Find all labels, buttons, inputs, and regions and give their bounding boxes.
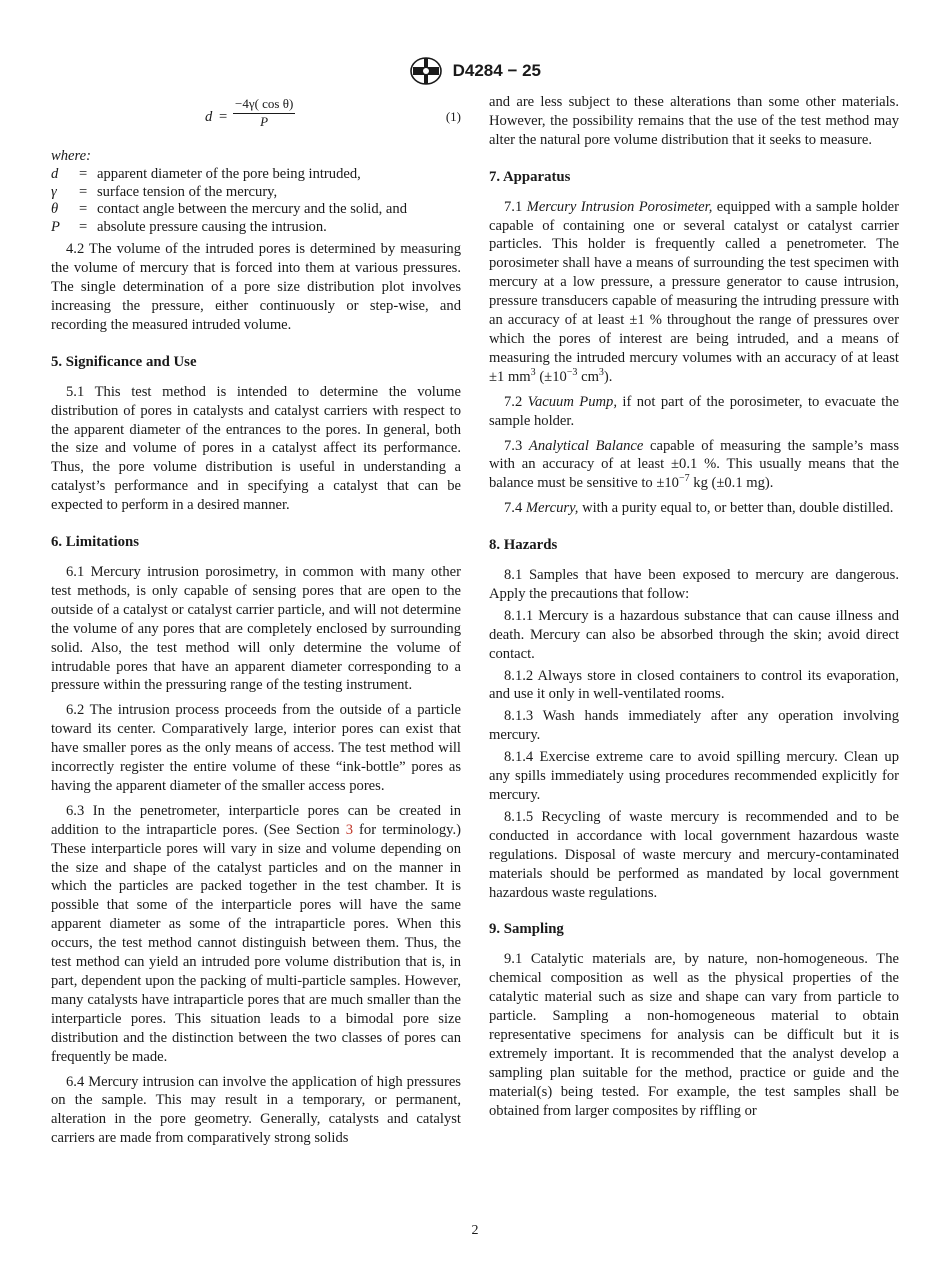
paragraph-text: kg (±0.1 mg). — [689, 475, 774, 492]
formula-fraction — [233, 96, 295, 130]
paragraph-7-2 — [489, 393, 899, 431]
definition-row — [51, 201, 407, 219]
section-8-heading: 8. Hazards — [489, 537, 558, 554]
paragraph-7-1 — [489, 198, 899, 387]
item-title: Analytical Balance — [528, 437, 644, 454]
definition-equals: = — [79, 201, 88, 218]
paragraph-7-3 — [489, 437, 899, 494]
definition-text: apparent diameter of the pore being intruded, — [97, 165, 361, 182]
definition-text: contact angle between the mercury and the solid, and — [97, 201, 407, 218]
paragraph-number: 7.2 — [504, 393, 528, 410]
variable-definitions — [51, 166, 407, 236]
definition-symbol: θ — [51, 201, 59, 218]
superscript: 3 — [530, 366, 536, 378]
definition-text: surface tension of the mercury, — [97, 183, 278, 200]
section-6-heading: 6. Limitations — [51, 534, 139, 551]
paragraph-5-1: 5.1 This test method is intended to determine the volume distribution of pores in catalysts and catalyst carriers with respect to the apparent diameter of the entrances to the pores. In general, both the size and volume of pores in a catalyst affect its performance. Thus, the pore volume distribution is useful in understanding a catalyst’s performance and in specifying a catalyst that can be expected to perform in a desired manner. — [51, 383, 461, 514]
paragraph-8-1-4: 8.1.4 Exercise extreme care to avoid spilling mercury. Clean up any spills immediately using procedures recommended explicitly for mercury. — [489, 749, 899, 803]
paragraph-text: capable of measuring the sample’s mass with an accuracy of at least ±0.1 %. This usually means that the balance must be sensitive to ±10 — [489, 437, 900, 492]
definition-symbol: d — [51, 165, 59, 182]
paragraph-9-1: 9.1 Catalytic materials are, by nature, non-homogeneous. The chemical composition as well as the physical properties of the catalytic material such as size and shape can vary from particle to particle. Sampling a non-homogeneous material to obtain representative specimens for analysis can be difficult but it is extremely important. It is recommended that the analyst develop a sampling plan suitable for the method, practice or guide and the material(s) being tested. For example, the test samples shall be obtained from larger composites by riffling or — [489, 951, 899, 1119]
paragraph-text: (±10 — [535, 368, 567, 385]
paragraph-8-1-3: 8.1.3 Wash hands immediately after any operation involving mercury. — [489, 708, 899, 744]
paragraph-text: equipped with a sample holder capable of containing one or several catalyst or catalyst carrier particles. This holder is frequently called a penetrometer. The porosimeter shall have a means of surrounding the test specimen with mercury at a low pressure, a pressure generator to cause intrusion, pressure transducers capable of measuring the intruding pressure with an accuracy of at least ±1 % throughout the range of pressures over which the pores of interest are being intruded, and a means of measuring the intruded mercury volumes with an accuracy of at least ±1 mm — [489, 198, 900, 385]
superscript: 3 — [598, 366, 604, 378]
paragraph-6-2: 6.2 The intrusion process proceeds from the outside of a particle toward its center. Comparatively large, interior pores can exist that have smaller pores as the only means of access. The test method will incorrectly register the entire volume of these “ink-bottle” pores as having the apparent diameter of the smaller access pores. — [51, 702, 461, 794]
definition-text: absolute pressure causing the intrusion. — [97, 218, 327, 235]
definition-row — [51, 166, 407, 184]
paragraph-text: cm — [577, 368, 599, 385]
paragraph-6-4-continued: and are less subject to these alterations than some other materials. However, the possibility remains that the use of the test method may alter the natural pore volume distribution that it seeks to measure. — [489, 94, 899, 148]
formula-equals: = — [219, 109, 228, 125]
formula-lhs: d — [205, 109, 213, 125]
astm-logo-icon — [409, 56, 443, 86]
paragraph-8-1: 8.1 Samples that have been exposed to mercury are dangerous. Apply the precautions that follow: — [489, 567, 899, 602]
formula-numerator: −4γ( cos θ) — [233, 96, 295, 114]
definition-row — [51, 219, 407, 237]
paragraph-8-1-2: 8.1.2 Always store in closed containers to control its evaporation, and use it only in well-ventilated rooms. — [489, 667, 899, 703]
item-title: Mercury Intrusion Porosimeter, — [526, 198, 713, 215]
where-label: where: — [51, 148, 91, 164]
paragraph-6-1: 6.1 Mercury intrusion porosimetry, in common with many other test methods, is only capable of sensing pores that are open to the outside of a catalyst or catalyst carrier particle, and will not determine the volume of any pores that are completely enclosed by surrounding solid. Also, the test method will only determine the volume of intrudable pores that have an apparent diameter corresponding to a pressure within the pressuring range of the testing instrument. — [51, 563, 461, 694]
paragraph-text: with a purity equal to, or better than, double distilled. — [578, 500, 894, 517]
paragraph-8-1-1: 8.1.1 Mercury is a hazardous substance that can cause illness and death. Mercury can also be absorbed through the skin; avoid direct contact. — [489, 607, 899, 662]
superscript: −3 — [566, 366, 578, 378]
section-3-link[interactable]: 3 — [345, 821, 354, 838]
left-column — [51, 93, 461, 1154]
definition-equals: = — [79, 165, 88, 182]
definition-symbol: P — [51, 218, 60, 235]
item-title: Vacuum Pump, — [527, 393, 617, 410]
paragraph-number: 7.4 — [504, 500, 526, 517]
formula-denominator: P — [260, 114, 269, 129]
paragraph-6-4: 6.4 Mercury intrusion can involve the application of high pressures on the sample. This may result in a temporary, or permanent, alteration in the pore geometry. Generally, catalysts and catalyst carriers are made from comparatively strong solids — [51, 1073, 461, 1147]
paragraph-number: 7.1 — [504, 198, 527, 215]
page-number: 2 — [471, 1223, 479, 1238]
paragraph-text: ). — [603, 368, 613, 385]
right-column — [489, 93, 899, 1127]
paragraph-6-3-text: 6.3 In the penetrometer, interparticle pores can be created in addition to the intraparticle pores. (See Section — [51, 802, 461, 838]
page-header — [0, 56, 950, 86]
section-7-heading: 7. Apparatus — [489, 168, 571, 185]
designation: D4284 − 25 — [452, 60, 542, 80]
section-9-heading: 9. Sampling — [489, 921, 564, 938]
paragraph-number: 7.3 — [504, 437, 529, 454]
paragraph-text: if not part of the porosimeter, to evacuate the sample holder. — [489, 393, 899, 429]
definition-equals: = — [79, 183, 88, 200]
paragraph-7-4 — [489, 499, 899, 518]
paragraph-8-1-5: 8.1.5 Recycling of waste mercury is recommended and to be conducted in accordance with local government hazardous waste regulations. Disposal of waste mercury and mercury-contaminated materials should be performed as mandated by local government hazardous waste regulations. — [489, 808, 899, 901]
superscript: −7 — [678, 473, 690, 485]
paragraph-4-2: 4.2 The volume of the intruded pores is determined by measuring the volume of mercury that is forced into them at various pressures. The single determination of a pore size distribution plot involves increasing the pressure, either continuously or step-wise, and recording the measured intruded volume. — [51, 241, 461, 333]
section-5-heading: 5. Significance and Use — [51, 353, 197, 370]
equation-1 — [51, 96, 461, 138]
definition-symbol: γ — [51, 183, 57, 200]
item-title: Mercury, — [525, 500, 579, 517]
definition-row — [51, 184, 407, 202]
paragraph-6-3 — [51, 802, 461, 1067]
definition-equals: = — [79, 218, 88, 235]
paragraph-6-3-text: for terminology.) These interparticle pores will vary in size and volume depending on the size and shape of the catalyst particles and on the manner in which the particles are packed together in the test chamber. It is possible that some of the interparticle pores will have the same apparent diameter as some of the intraparticle pores. When this occurs, the test method cannot distinguish between them. Thus, the test method can yield an intruded pore volume distribution that is, in part, dependent upon the packing of multi-particle samples. However, many catalysts have intraparticle pores that are much smaller than the interparticle pores. This situation leads to a bimodal pore size distribution and the distinction between the two classes of pores can frequently be made. — [51, 821, 461, 1065]
equation-number: (1) — [445, 109, 461, 124]
